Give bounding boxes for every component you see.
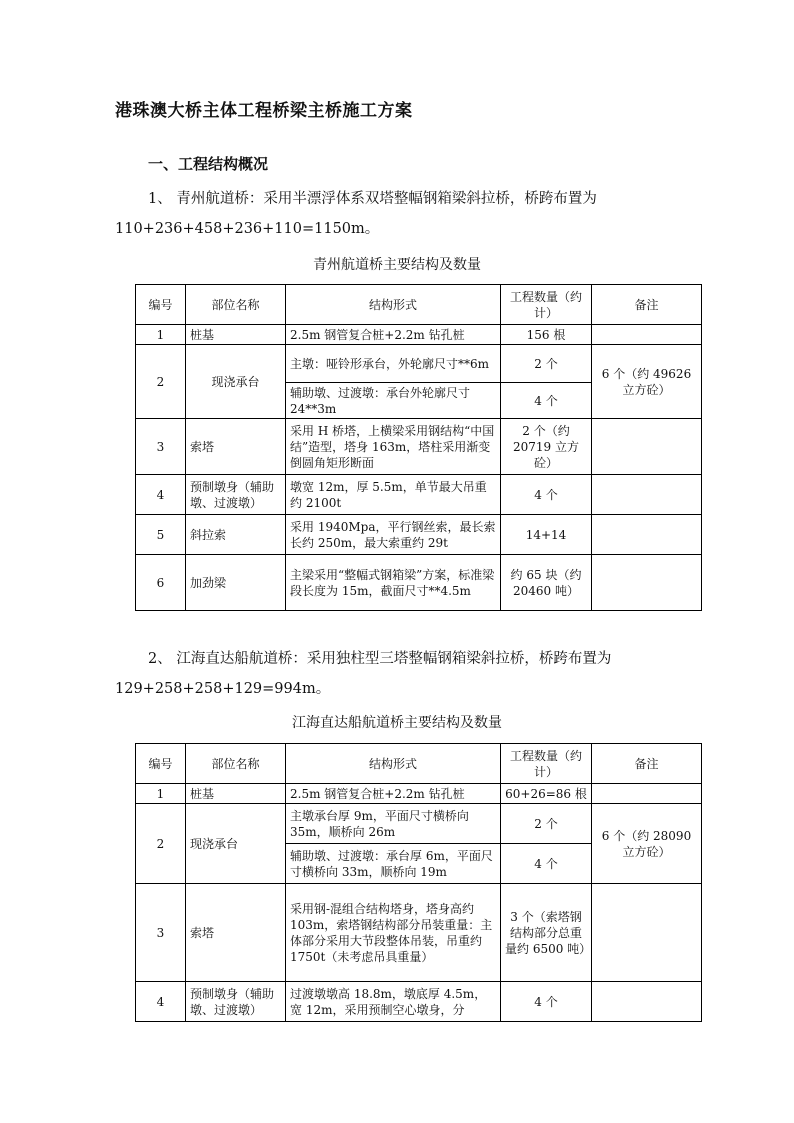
header-no: 编号: [136, 285, 186, 325]
cell-part: 索塔: [186, 419, 286, 475]
cell-part: 桩基: [186, 325, 286, 345]
cell-note: [592, 982, 702, 1022]
cell-form: 主墩承台厚 9m，平面尺寸横桥向 35m，顺桥向 26m: [286, 804, 501, 844]
cell-qty: 60+26=86 根: [501, 784, 592, 804]
cell-part: 加劲梁: [186, 555, 286, 611]
cell-form: 主墩：哑铃形承台，外轮廓尺寸**6m: [286, 345, 501, 383]
cell-qty: 4 个: [501, 844, 592, 884]
cell-note: [592, 555, 702, 611]
cell-qty: 2 个（约 20719 立方砼）: [501, 419, 592, 475]
paragraph-text: 110+236+458+236+110=1150m。: [115, 221, 380, 237]
cell-form: 采用 1940Mpa，平行钢丝索，最长索长约 250m，最大索重约 29t: [286, 515, 501, 555]
cell-no: 4: [136, 475, 186, 515]
header-form: 结构形式: [286, 744, 501, 784]
cell-part: 索塔: [186, 884, 286, 982]
page-title: 港珠澳大桥主体工程桥梁主桥施工方案: [115, 101, 413, 121]
cell-qty: 3 个（索塔钢结构部分总重量约 6500 吨）: [501, 884, 592, 982]
cell-no: 3: [136, 884, 186, 982]
cell-form: 辅助墩、过渡墩：承台厚 6m，平面尺寸横桥向 33m，顺桥向 19m: [286, 844, 501, 884]
cell-form: 采用 H 桥塔，上横梁采用钢结构“中国结”造型，塔身 163m，塔柱采用渐变倒圆角矩形断面: [286, 419, 501, 475]
table-qingzhou: [135, 284, 702, 611]
cell-note: [592, 784, 702, 804]
cell-note: [592, 884, 702, 982]
cell-no: 3: [136, 419, 186, 475]
header-part: 部位名称: [186, 744, 286, 784]
cell-part: 预制墩身（辅助墩、过渡墩）: [186, 475, 286, 515]
cell-form: 采用钢-混组合结构塔身，塔身高约 103m，索塔钢结构部分吊装重量：主体部分采用大节段整体吊装，吊重约 1750t（未考虑吊具重量）: [286, 884, 501, 982]
paragraph-text: 129+258+258+129=994m。: [115, 681, 331, 697]
cell-qty: 2 个: [501, 804, 592, 844]
cell-no: 2: [136, 804, 186, 884]
paragraph-text: 2、 江海直达船航道桥：采用独柱型三塔整幅钢箱梁斜拉桥，桥跨布置为: [148, 651, 612, 667]
header-qty: 工程数量（约计）: [501, 285, 592, 325]
cell-qty: 4 个: [501, 982, 592, 1022]
header-qty: 工程数量（约计）: [501, 744, 592, 784]
cell-qty: 14+14: [501, 515, 592, 555]
cell-part: 现浇承台: [186, 345, 286, 419]
cell-qty: 4 个: [501, 383, 592, 419]
header-form: 结构形式: [286, 285, 501, 325]
cell-qty: 156 根: [501, 325, 592, 345]
cell-qty: 4 个: [501, 475, 592, 515]
cell-qty: 2 个: [501, 345, 592, 383]
cell-part: 斜拉索: [186, 515, 286, 555]
cell-no: 6: [136, 555, 186, 611]
table-caption: 江海直达船航道桥主要结构及数量: [292, 715, 502, 731]
cell-note: 6 个（约 28090 立方砼）: [592, 804, 702, 884]
table-jianghai: [135, 743, 702, 1022]
header-note: 备注: [592, 285, 702, 325]
cell-note: 6 个（约 49626 立方砼）: [592, 345, 702, 419]
cell-part: 桩基: [186, 784, 286, 804]
cell-note: [592, 419, 702, 475]
cell-part: 现浇承台: [186, 804, 286, 884]
cell-form: 过渡墩墩高 18.8m，墩底厚 4.5m，宽 12m，采用预制空心墩身，分: [286, 982, 501, 1022]
cell-note: [592, 475, 702, 515]
cell-no: 2: [136, 345, 186, 419]
header-no: 编号: [136, 744, 186, 784]
cell-form: 2.5m 钢管复合桩+2.2m 钻孔桩: [286, 325, 501, 345]
cell-no: 1: [136, 325, 186, 345]
cell-qty: 约 65 块（约 20460 吨）: [501, 555, 592, 611]
section-heading: 一、工程结构概况: [148, 155, 269, 173]
cell-form: 辅助墩、过渡墩：承台外轮廓尺寸 24**3m: [286, 383, 501, 419]
cell-no: 4: [136, 982, 186, 1022]
paragraph-jianghai: [115, 644, 715, 704]
header-note: 备注: [592, 744, 702, 784]
cell-note: [592, 515, 702, 555]
cell-note: [592, 325, 702, 345]
table-caption: 青州航道桥主要结构及数量: [313, 257, 481, 273]
paragraph-qingzhou: [115, 184, 715, 244]
header-part: 部位名称: [186, 285, 286, 325]
paragraph-text: 1、 青州航道桥：采用半漂浮体系双塔整幅钢箱梁斜拉桥，桥跨布置为: [148, 191, 597, 207]
cell-form: 2.5m 钢管复合桩+2.2m 钻孔桩: [286, 784, 501, 804]
cell-form: 主梁采用“整幅式钢箱梁”方案，标准梁段长度为 15m，截面尺寸**4.5m: [286, 555, 501, 611]
cell-no: 1: [136, 784, 186, 804]
cell-no: 5: [136, 515, 186, 555]
cell-part: 预制墩身（辅助墩、过渡墩）: [186, 982, 286, 1022]
cell-form: 墩宽 12m，厚 5.5m，单节最大吊重约 2100t: [286, 475, 501, 515]
